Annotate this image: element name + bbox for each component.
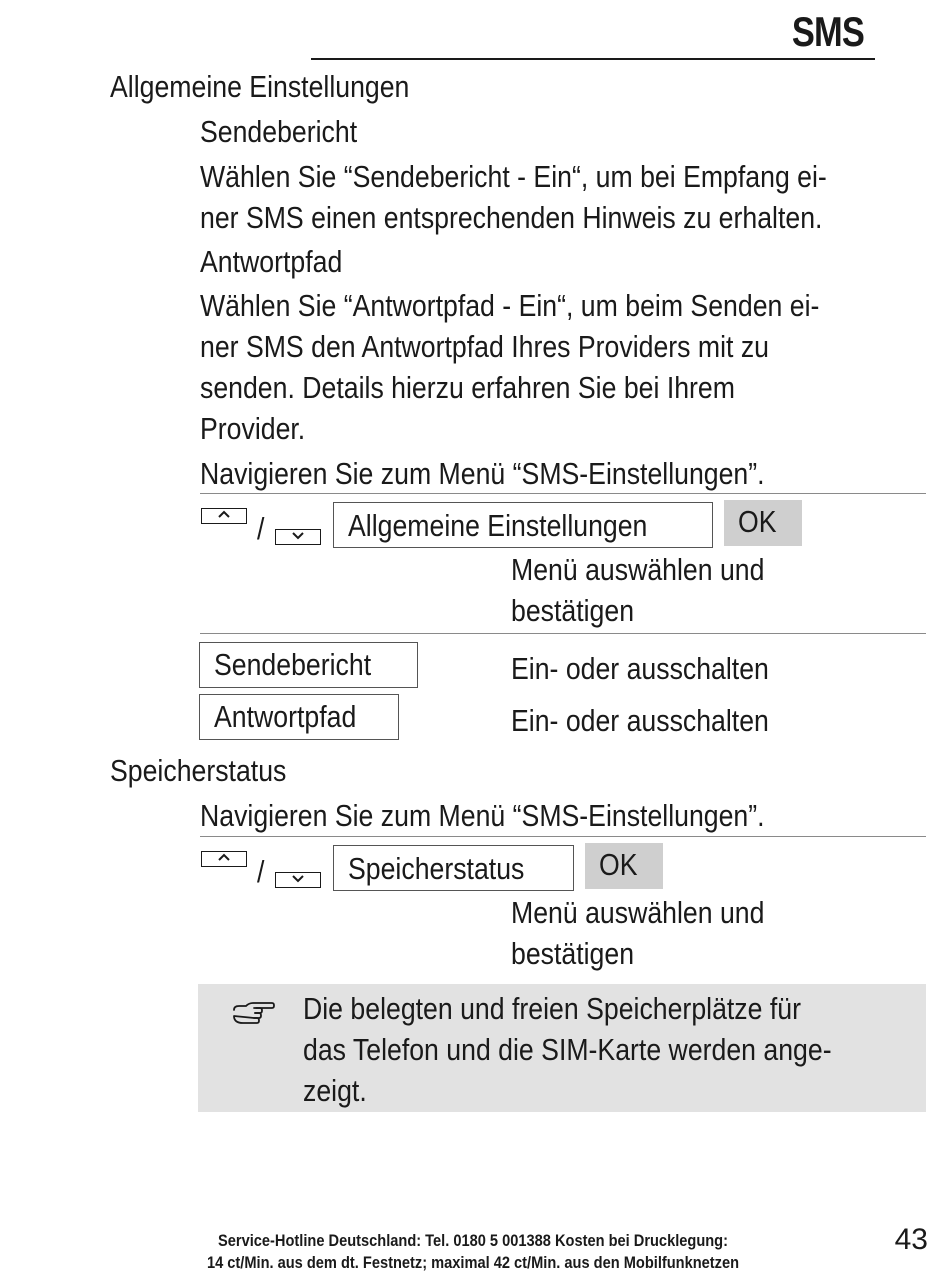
note-line: zeigt. <box>303 1073 367 1108</box>
ok-button-label: OK <box>599 847 638 882</box>
footer-hotline <box>110 1230 836 1274</box>
option-antwortpfad[interactable] <box>199 694 399 740</box>
ok-button[interactable] <box>724 500 802 546</box>
paragraph-line: Provider. <box>200 411 306 446</box>
ok-button[interactable] <box>585 843 663 889</box>
step-description <box>511 549 806 631</box>
divider <box>200 836 926 837</box>
option-label: Antwortpfad <box>214 699 357 734</box>
chevron-down-icon <box>290 873 306 883</box>
description-line: bestätigen <box>511 593 635 628</box>
menu-item-speicherstatus[interactable] <box>333 845 574 891</box>
note-line: Die belegten und freien Speicherplätze für <box>303 991 801 1026</box>
navigate-instruction: Navigieren Sie zum Menü “SMS-Einstellungen”. <box>200 456 765 491</box>
key-separator: / <box>257 854 265 889</box>
footer-line: 14 ct/Min. aus dem dt. Festnetz; maximal 42 ct/Min. aus den Mobilfunknetzen <box>206 1253 740 1272</box>
note-text <box>303 988 918 1111</box>
navigate-instruction: Navigieren Sie zum Menü “SMS-Einstellungen”. <box>200 798 765 833</box>
subheading-antwortpfad: Antwortpfad <box>200 244 343 279</box>
note-box <box>198 984 926 1112</box>
ok-button-label: OK <box>738 504 777 539</box>
description-line: Menü auswählen und <box>511 552 765 587</box>
description-line: bestätigen <box>511 936 635 971</box>
paragraph-line: Wählen Sie “Sendebericht - Ein“, um bei Empfang ei- <box>200 159 827 194</box>
paragraph-line: ner SMS einen entsprechenden Hinweis zu erhalten. <box>200 200 823 235</box>
note-line: das Telefon und die SIM-Karte werden ange- <box>303 1032 832 1067</box>
section-heading-allgemein: Allgemeine Einstellungen <box>110 69 410 104</box>
option-label: Sendebericht <box>214 647 372 682</box>
menu-item-label: Allgemeine Einstellungen <box>348 508 648 543</box>
divider <box>200 493 926 494</box>
option-description: Ein- oder ausschalten <box>511 651 769 686</box>
paragraph-line: senden. Details hierzu erfahren Sie bei Ihrem <box>200 370 735 405</box>
menu-item-allgemeine-einstellungen[interactable] <box>333 502 713 548</box>
paragraph-sendebericht <box>200 156 929 238</box>
option-sendebericht[interactable] <box>199 642 418 688</box>
chevron-down-icon <box>290 530 306 540</box>
menu-item-label: Speicherstatus <box>348 851 525 886</box>
paragraph-antwortpfad <box>200 285 920 449</box>
option-description: Ein- oder ausschalten <box>511 703 769 738</box>
section-heading-speicherstatus: Speicherstatus <box>110 753 287 788</box>
nav-up-key[interactable] <box>201 851 247 867</box>
nav-down-key[interactable] <box>275 529 321 545</box>
divider <box>200 633 926 634</box>
page-number: 43 <box>894 1223 928 1256</box>
subheading-sendebericht: Sendebericht <box>200 114 358 149</box>
pointing-hand-icon <box>230 1000 276 1028</box>
nav-up-key[interactable] <box>201 508 247 524</box>
paragraph-line: Wählen Sie “Antwortpfad - Ein“, um beim Senden ei- <box>200 288 820 323</box>
nav-down-key[interactable] <box>275 872 321 888</box>
footer-line: Service-Hotline Deutschland: Tel. 0180 5 001388 Kosten bei Drucklegung: <box>218 1231 728 1250</box>
chevron-up-icon <box>216 509 232 519</box>
paragraph-line: ner SMS den Antwortpfad Ihres Providers mit zu <box>200 329 770 364</box>
step-description <box>511 892 806 974</box>
header-rule <box>311 58 875 60</box>
page-section-title: SMS <box>791 8 864 55</box>
description-line: Menü auswählen und <box>511 895 765 930</box>
chevron-up-icon <box>216 852 232 862</box>
key-separator: / <box>257 511 265 546</box>
